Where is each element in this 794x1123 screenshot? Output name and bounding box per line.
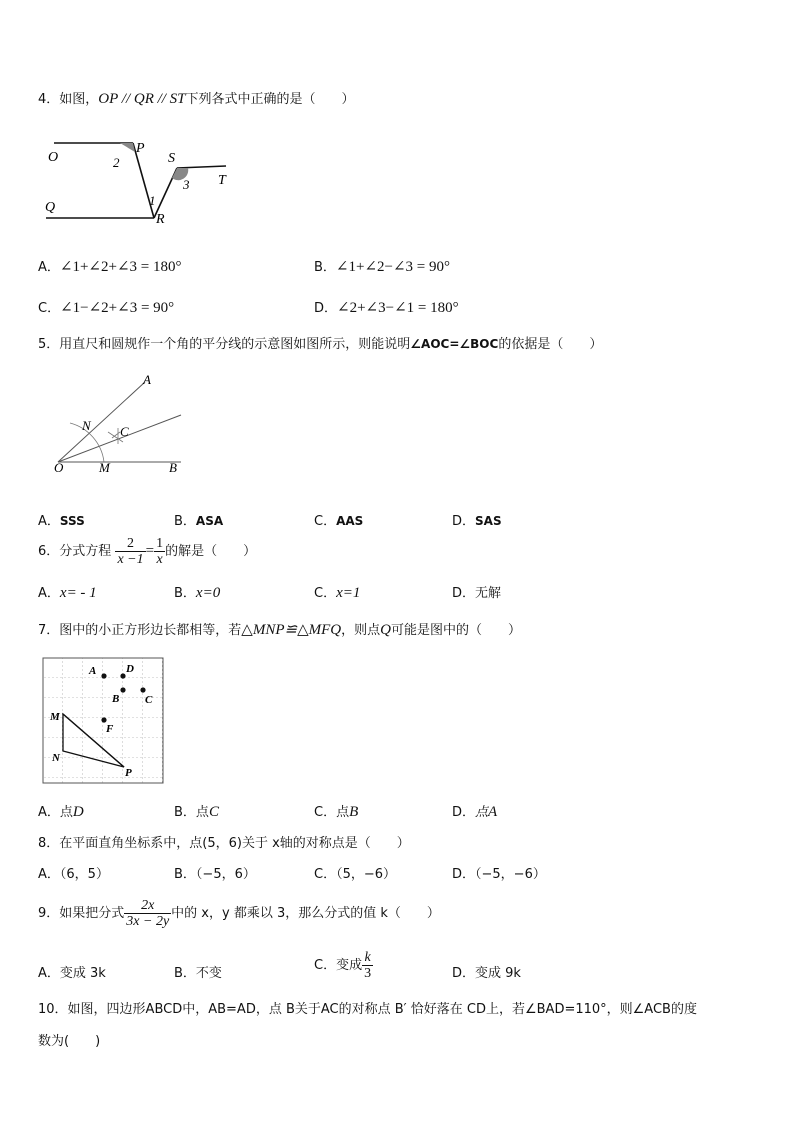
label-T: T [218,173,226,188]
label-O: O [54,460,64,475]
q4-stem: 4．如图，OP // QR // ST下列各式中正确的是（ ） [38,91,355,107]
q9-option-c[interactable]: C．变成 $\frac{k}{3}$ [314,950,372,981]
q9-stem: 9．如果把分式 $\frac{2x}{3x - 2y}$ 中的 x，y 都乘以 3，那么分式的值 k（ ） [38,898,440,929]
label-P: P [136,141,145,156]
label-angle2: 2 [113,155,120,170]
q7-option-a[interactable]: A．点D [38,804,84,820]
label-N: N [82,418,91,433]
label-S: S [168,151,175,166]
label-R: R [156,212,165,227]
q6-option-c[interactable]: C．x=1 [314,585,361,601]
label-M: M [50,711,60,723]
q5-option-d[interactable]: D．SAS [452,514,502,529]
label-Q: Q [45,200,56,215]
q4-option-d[interactable]: D．∠2+∠3−∠1 = 180° [314,300,459,316]
q8-option-a[interactable]: A．（6，5） [38,867,109,882]
point-F [101,717,106,722]
point-C [140,687,145,692]
q7-option-c[interactable]: C．点B [314,804,359,820]
q9-option-d[interactable]: D．变成 9k [452,966,521,981]
q8-stem: 8．在平面直角坐标系中，点(5，6)关于 x轴的对称点是（ ） [38,836,410,851]
q5-figure [48,368,198,478]
q7-option-d[interactable]: D．点A [452,804,498,820]
line-st [177,166,226,168]
label-F: F [106,723,114,735]
q4-option-a[interactable]: A．∠1+∠2+∠3 = 180° [38,259,182,275]
label-B: B [112,693,120,705]
q10-stem-line2: 数为( ) [38,1034,101,1049]
ray-oa [58,382,145,462]
point-A [101,673,106,678]
label-A: A [89,665,97,677]
q6-fraction-left: $\frac{2}{x -1}$ [117,536,144,567]
label-D: D [126,663,134,675]
q8-option-c[interactable]: C．（5，−6） [314,867,397,882]
q6-option-a[interactable]: A．x= - 1 [38,585,97,601]
label-C: C [120,424,129,439]
q5-stem: 5．用直尺和圆规作一个角的平分线的示意图如图所示，则能说明∠AOC=∠BOC的依据是（ ） [38,337,603,352]
q8-option-b[interactable]: B．（−5，6） [174,867,256,882]
q5-option-a[interactable]: A．SSS [38,514,85,529]
point-D [120,673,125,678]
label-C: C [145,694,153,706]
q9-option-a[interactable]: A．变成 3k [38,966,106,981]
label-M: M [99,460,110,475]
q8-option-d[interactable]: D．（−5，−6） [452,867,546,882]
label-B: B [169,460,177,475]
label-N: N [52,752,60,764]
q4-option-c[interactable]: C．∠1−∠2+∠3 = 90° [38,300,175,316]
q5-option-b[interactable]: B．ASA [174,514,224,529]
q10-stem-line1: 10．如图，四边形ABCD中，AB=AD，点 B关于AC的对称点 B′ 恰好落在 CD上，若∠BAD=110°，则∠ACB的度 [38,1002,697,1017]
label-A: A [143,372,151,387]
q6-fraction-right: $\frac{1}{x}$ [156,536,164,567]
q4-option-b[interactable]: B．∠1+∠2−∠3 = 90° [314,259,451,275]
q6-option-b[interactable]: B．x=0 [174,585,221,601]
q7-option-b[interactable]: B．点C [174,804,219,820]
q9-option-b[interactable]: B．不变 [174,966,222,981]
q6-option-d[interactable]: D．无解 [452,586,502,601]
q4-figure [38,132,238,232]
label-angle1: 1 [149,193,156,208]
q7-grid-figure [42,657,166,785]
label-O: O [48,150,59,165]
angle2-mark [120,143,135,152]
q5-option-c[interactable]: C．AAS [314,514,364,529]
point-B [120,687,125,692]
q9-option-c-fraction: $\frac{k}{3}$ [364,950,372,981]
q7-stem: 7．图中的小正方形边长都相等，若△MNP≌△MFQ，则点Q可能是图中的（ ） [38,622,521,638]
label-angle3: 3 [183,177,190,192]
label-P: P [125,767,132,779]
q9-fraction: $\frac{2x}{3x - 2y}$ [126,898,170,929]
q6-stem: 6．分式方程 $\frac{2}{x -1}$ = $\frac{1}{x}$ 的解是（ ） [38,536,257,567]
